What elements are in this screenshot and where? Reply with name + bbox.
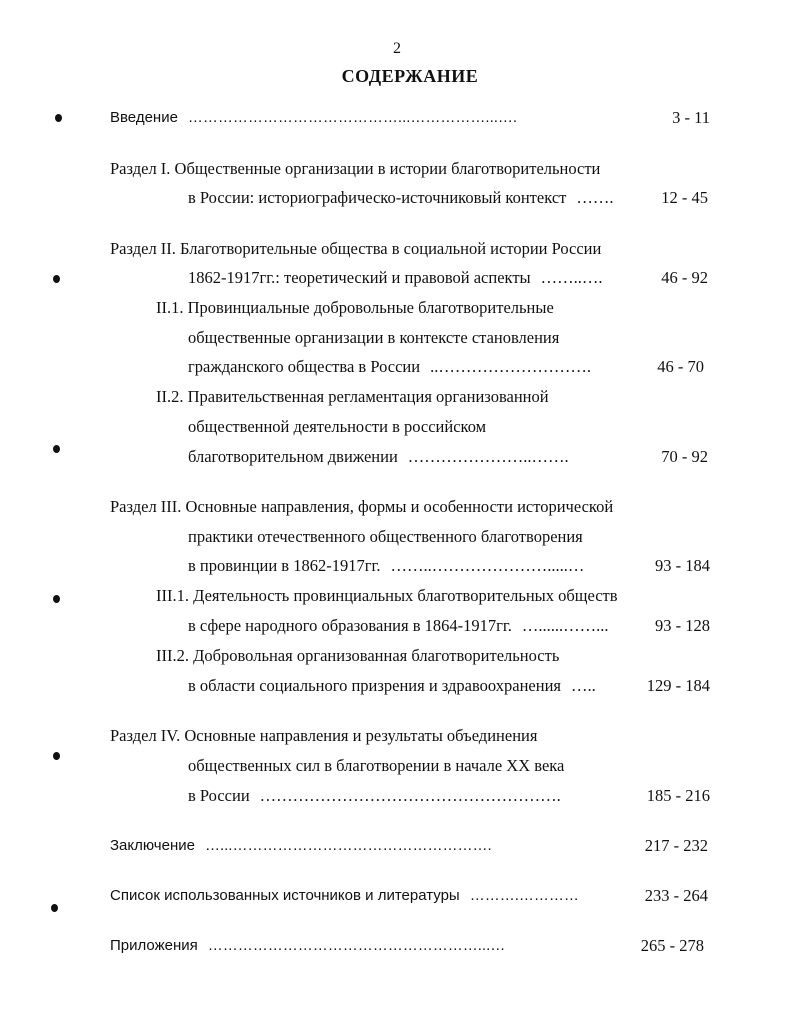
toc-page-range: 12 - 45 bbox=[661, 188, 708, 207]
toc-entry-introduction bbox=[110, 108, 517, 128]
toc-entry-subsection-2-2-line-1: II.2. Правительственная регламентация организованной bbox=[156, 387, 549, 406]
toc-label: Список использованных источников и литературы bbox=[110, 887, 460, 904]
toc-entry-conclusion bbox=[110, 836, 492, 856]
margin-bullet bbox=[51, 904, 58, 912]
toc-page-range: 46 - 70 bbox=[657, 357, 704, 376]
toc-leader: ……..…. bbox=[540, 268, 603, 287]
margin-bullet bbox=[53, 275, 60, 283]
toc-entry-subsection-3-2-line-2 bbox=[188, 676, 596, 696]
toc-entry-sources bbox=[110, 886, 579, 906]
toc-entry-subsection-2-1-line-1: II.1. Провинциальные добровольные благотворительные bbox=[156, 298, 554, 317]
toc-entry-section-2-line-2 bbox=[188, 268, 603, 288]
toc-page-range: 93 - 184 bbox=[655, 556, 710, 575]
toc-leader: ……….………… bbox=[469, 887, 579, 904]
toc-page-range: 217 - 232 bbox=[644, 836, 708, 855]
toc-entry-section-2-line-1: Раздел II. Благотворительные общества в социальной истории России bbox=[110, 239, 602, 258]
toc-page-range: 129 - 184 bbox=[646, 676, 710, 695]
toc-entry-subsection-3-1-line-1: III.1. Деятельность провинциальных благотворительных обществ bbox=[156, 586, 618, 605]
toc-entry-subsection-2-2-line-3 bbox=[188, 447, 569, 467]
toc-label: Заключение bbox=[110, 837, 195, 854]
toc-label: в провинции в 1862-1917гг. bbox=[188, 556, 381, 575]
toc-entry-subsection-2-2-line-2: общественной деятельности в российском bbox=[188, 417, 487, 436]
toc-entry-section-3-line-3 bbox=[188, 556, 584, 576]
toc-leader: ………………………………………………...… bbox=[207, 937, 506, 954]
toc-entry-section-1-line-2 bbox=[188, 188, 613, 208]
toc-entry-subsection-3-2-line-1: III.2. Добровольная организованная благотворительность bbox=[156, 646, 560, 665]
toc-page-range: 70 - 92 bbox=[661, 447, 708, 466]
page-number: 2 bbox=[393, 40, 401, 57]
margin-bullet bbox=[53, 752, 60, 760]
page-title: СОДЕРЖАНИЕ bbox=[341, 66, 479, 86]
toc-page-range: 46 - 92 bbox=[661, 268, 708, 287]
toc-entry-section-3-line-1: Раздел III. Основные направления, формы и особенности исторической bbox=[110, 497, 614, 516]
toc-page-range: 93 - 128 bbox=[655, 616, 710, 635]
toc-entry-subsection-2-1-line-2: общественные организации в контексте становления bbox=[188, 328, 560, 347]
margin-bullet bbox=[53, 445, 60, 453]
toc-leader: …......……... bbox=[521, 616, 609, 635]
toc-leader: ……..………………….....… bbox=[390, 556, 585, 575]
toc-page-range: 3 - 11 bbox=[672, 108, 710, 127]
toc-label: в России bbox=[188, 786, 250, 805]
toc-page-range: 233 - 264 bbox=[644, 886, 708, 905]
toc-entry-section-3-line-2: практики отечественного общественного благотворения bbox=[188, 527, 583, 546]
toc-leader: ………………………………………………. bbox=[259, 786, 561, 805]
toc-entry-appendix bbox=[110, 936, 505, 956]
toc-leader: ……. bbox=[576, 188, 614, 207]
toc-label: 1862-1917гг.: теоретический и правовой аспекты bbox=[188, 268, 531, 287]
toc-label: в области социального призрения и здравоохранения bbox=[188, 676, 561, 695]
toc-label: Введение bbox=[110, 109, 178, 126]
toc-label: в России: историографическо-источниковый контекст bbox=[188, 188, 567, 207]
margin-bullet bbox=[53, 595, 60, 603]
toc-entry-section-4-line-2: общественных сил в благотворении в начале XX века bbox=[188, 756, 565, 775]
toc-label: Приложения bbox=[110, 937, 198, 954]
toc-leader: ……………………………………...……………...…. bbox=[187, 109, 518, 126]
toc-entry-subsection-2-1-line-3 bbox=[188, 357, 591, 377]
toc-page-range: 265 - 278 bbox=[640, 936, 704, 955]
toc-label: благотворительном движении bbox=[188, 447, 398, 466]
toc-leader: …...……………………………………………. bbox=[204, 837, 492, 854]
toc-label: в сфере народного образования в 1864-1917гг. bbox=[188, 616, 512, 635]
toc-entry-section-1-line-1: Раздел I. Общественные организации в истории благотворительности bbox=[110, 159, 601, 178]
toc-entry-section-4-line-3 bbox=[188, 786, 561, 806]
toc-leader: ….. bbox=[570, 676, 596, 695]
toc-leader: …………………..……. bbox=[407, 447, 569, 466]
toc-page-range: 185 - 216 bbox=[646, 786, 710, 805]
margin-bullet bbox=[55, 114, 62, 122]
toc-entry-section-4-line-1: Раздел IV. Основные направления и результаты объединения bbox=[110, 726, 538, 745]
toc-entry-subsection-3-1-line-2 bbox=[188, 616, 609, 636]
toc-label: гражданского общества в России bbox=[188, 357, 421, 376]
toc-leader: ..………………………. bbox=[430, 357, 591, 376]
